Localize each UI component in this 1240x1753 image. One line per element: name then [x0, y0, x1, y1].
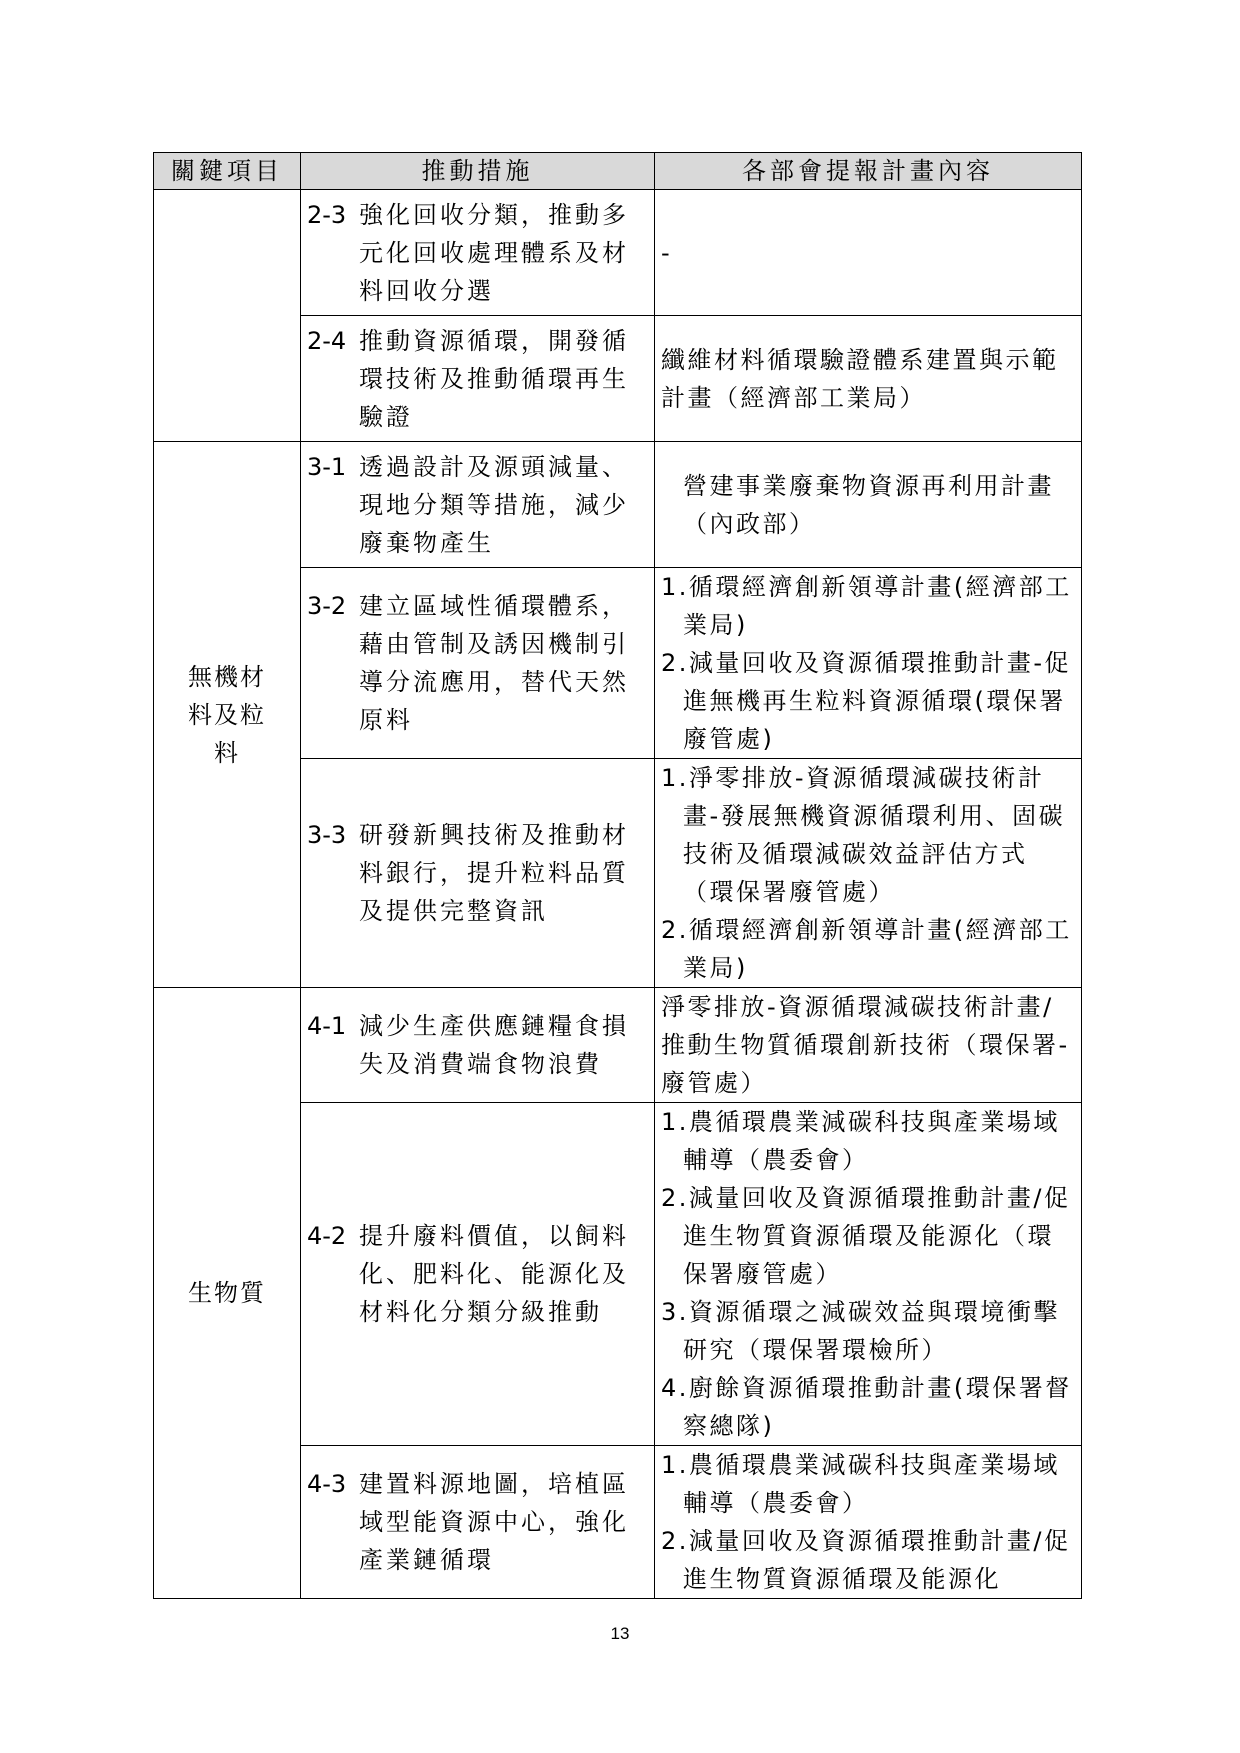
plans-cell [655, 1446, 1082, 1599]
header-plans: 各部會提報計畫內容 [655, 153, 1082, 190]
measure-code: 4-1 [307, 1012, 347, 1040]
measure-text: 研發新興技術及推動材料銀行，提升粒料品質及提供完整資訊 [359, 821, 629, 925]
category-label: 無機材料及粒料 [188, 662, 266, 767]
header-measure: 推動措施 [301, 153, 655, 190]
plan-item: 2.減量回收及資源循環推動計畫/促進生物質資源循環及能源化 [661, 1527, 1071, 1593]
category-label: 生物質 [188, 1279, 266, 1307]
measure-code: 3-1 [307, 452, 347, 481]
plan-item: 1.淨零排放-資源循環減碳技術計畫-發展無機資源循環利用、固碳技術及循環減碳效益評估方式（環保署廢管處） [661, 764, 1066, 906]
table-row [154, 190, 1082, 316]
measure-code: 2-4 [307, 326, 347, 355]
measure-code: 3-2 [307, 592, 347, 620]
plans-cell [655, 442, 1082, 568]
measure-cell [301, 759, 655, 988]
measure-code: 4-2 [307, 1222, 347, 1250]
plan-item: 纖維材料循環驗證體系建置與示範計畫（經濟部工業局） [661, 345, 1059, 412]
plan-item: - [661, 238, 673, 267]
plans-cell [655, 988, 1082, 1103]
category-cell [154, 190, 301, 442]
category-cell [154, 442, 301, 988]
measure-cell [301, 190, 655, 316]
measure-code: 2-3 [307, 200, 347, 229]
page-number: 13 [610, 1624, 630, 1643]
plan-item: 營建事業廢棄物資源再利用計畫（內政部） [683, 471, 1054, 538]
measure-code: 4-3 [307, 1470, 347, 1498]
plan-item: 淨零排放-資源循環減碳技術計畫/推動生物質循環創新技術（環保署-廢管處） [661, 993, 1070, 1097]
plan-item: 2.減量回收及資源循環推動計畫/促進生物質資源循環及能源化（環保署廢管處） [661, 1184, 1071, 1288]
measure-text: 減少生產供應鏈糧食損失及消費端食物浪費 [359, 1012, 629, 1078]
plans-cell [655, 1103, 1082, 1446]
plan-item: 1.農循環農業減碳科技與產業場域輔導（農委會） [661, 1451, 1060, 1517]
measure-text: 透過設計及源頭減量、現地分類等措施，減少廢棄物產生 [359, 452, 629, 557]
measure-cell [301, 568, 655, 759]
plan-item: 4.廚餘資源循環推動計畫(環保署督察總隊) [661, 1374, 1072, 1440]
measure-text: 強化回收分類，推動多元化回收處理體系及材料回收分選 [359, 200, 629, 305]
measure-cell [301, 1446, 655, 1599]
table-row [154, 442, 1082, 568]
category-cell [154, 988, 301, 1599]
plan-item: 1.農循環農業減碳科技與產業場域輔導（農委會） [661, 1108, 1060, 1174]
measure-cell [301, 442, 655, 568]
measure-cell [301, 1103, 655, 1446]
plans-cell [655, 759, 1082, 988]
measure-text: 提升廢料價值，以飼料化、肥料化、能源化及材料化分類分級推動 [359, 1222, 629, 1326]
plans-cell [655, 568, 1082, 759]
plan-item: 2.循環經濟創新領導計畫(經濟部工業局) [661, 916, 1072, 982]
plan-table [153, 152, 1082, 1599]
table-row [154, 988, 1082, 1103]
measure-text: 建立區域性循環體系，藉由管制及誘因機制引導分流應用，替代天然原料 [359, 592, 629, 734]
header-key-item: 關鍵項目 [154, 153, 301, 190]
plan-item: 1.循環經濟創新領導計畫(經濟部工業局) [661, 573, 1072, 639]
plans-cell [655, 190, 1082, 316]
measure-text: 推動資源循環，開發循環技術及推動循環再生驗證 [359, 326, 629, 431]
measure-code: 3-3 [307, 821, 347, 849]
plan-item: 2.減量回收及資源循環推動計畫-促進無機再生粒料資源循環(環保署廢管處) [661, 649, 1072, 753]
measure-cell [301, 316, 655, 442]
measure-text: 建置料源地圖，培植區域型能資源中心，強化產業鏈循環 [359, 1470, 629, 1574]
plan-item: 3.資源循環之減碳效益與環境衝擊研究（環保署環檢所） [661, 1298, 1060, 1364]
header-row [154, 153, 1082, 190]
plans-cell [655, 316, 1082, 442]
measure-cell [301, 988, 655, 1103]
